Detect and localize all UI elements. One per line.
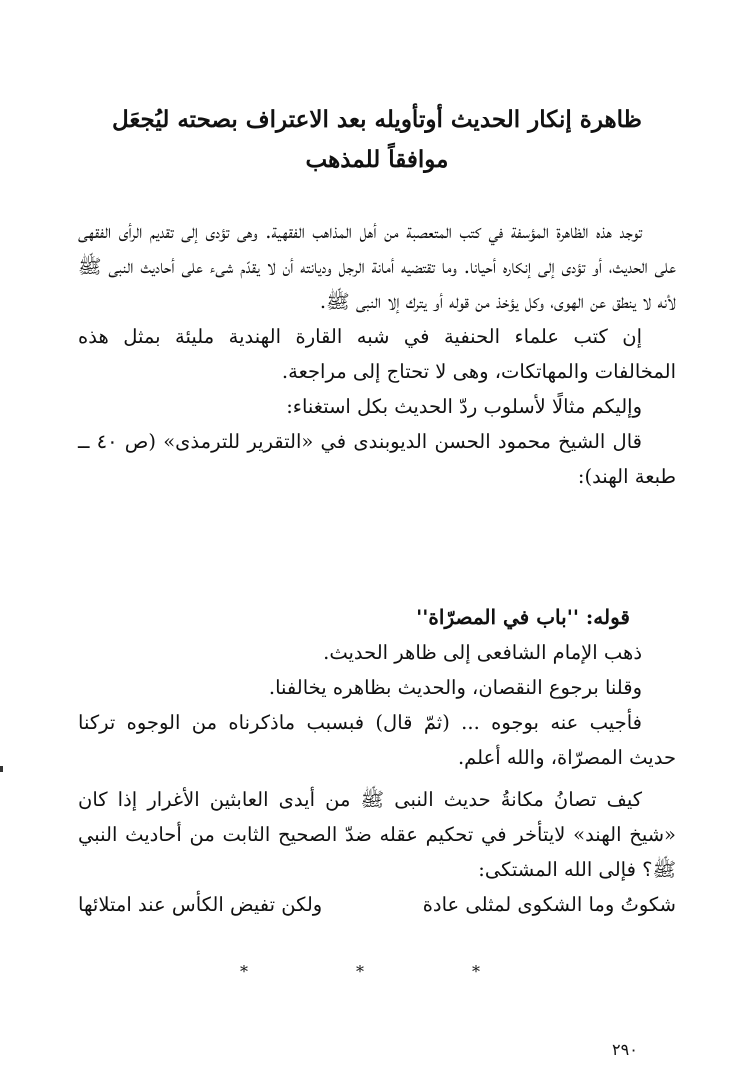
paragraph-3: وإليكم مثالًا لأسلوب ردّ الحديث بكل استغناء:: [286, 395, 642, 418]
quote-line-1: ذهب الإمام الشافعى إلى ظاهر الحديث.: [323, 641, 642, 664]
verse-second-hemistich: ولكن تفيض الكأس عند امتلائها: [78, 893, 323, 916]
paragraph-5: كيف تصانُ مكانةُ حديث النبى ﷺ من أيدى العابثين الأغرار إذا كان «شيخ الهند» لايتأخر في تحكيم عقله ضدّ الصحيح الثابت من أحاديث النبي ﷺ؟ فإلى الله المشتكى:: [78, 788, 676, 881]
quote-line-2: وقلنا برجوع النقصان، والحديث بظاهره يخالفنا.: [268, 676, 642, 699]
scan-edge-mark: [0, 766, 3, 772]
separator-star: *: [240, 962, 248, 981]
separator-star: *: [356, 962, 364, 981]
commentary-section: [78, 782, 676, 922]
paragraph-2: إن كتب علماء الحنفية في شبه القارة الهندية مليئة بمثل هذه المخالفات والمهاتكات، وهى لا تحتاج إلى مراجعة.: [78, 325, 676, 383]
quoted-text: [78, 600, 676, 775]
poetry-verse: [78, 887, 676, 922]
paragraph-4: قال الشيخ محمود الحسن الديوبندى في «التقرير للترمذى» (ص ٤٠ ــ طبعة الهند):: [78, 430, 676, 488]
verse-first-hemistich: شكوتُ وما الشكوى لمثلى عادة: [422, 893, 676, 916]
section-separator: [240, 962, 480, 981]
quote-heading: قوله: ''باب في المصرّاة'': [416, 605, 630, 629]
chapter-title: ظاهرة إنكار الحديث أوتأويله بعد الاعتراف بصحته ليُجعَل موافقاً للمذهب: [112, 106, 642, 173]
intro-section: [78, 214, 676, 494]
page-number: ٢٩٠: [612, 1040, 638, 1059]
separator-star: *: [472, 962, 480, 981]
quote-line-3: فأجيب عنه بوجوه ... (ثمّ قال) فبسبب ماذكرناه من الوجوه تركنا حديث المصرّاة، والله أعلم.: [78, 711, 676, 769]
paragraph-1: توجد هذه الظاهرة المؤسفة في كتب المتعصبة من أهل المذاهب الفقهية. وهى تؤدى إلى تقديم الرأى الفقهى على الحديث، أو تؤدى إلى إنكاره أحيانا. وما تقتضيه أمانة الرجل وديانته أن لا يقدّم شىء على أحاديث النبى ﷺ لأنه لا ينطق عن الهوى، وكل يؤخذ من قوله أو يترك إلا النبى ﷺ.: [78, 220, 676, 313]
